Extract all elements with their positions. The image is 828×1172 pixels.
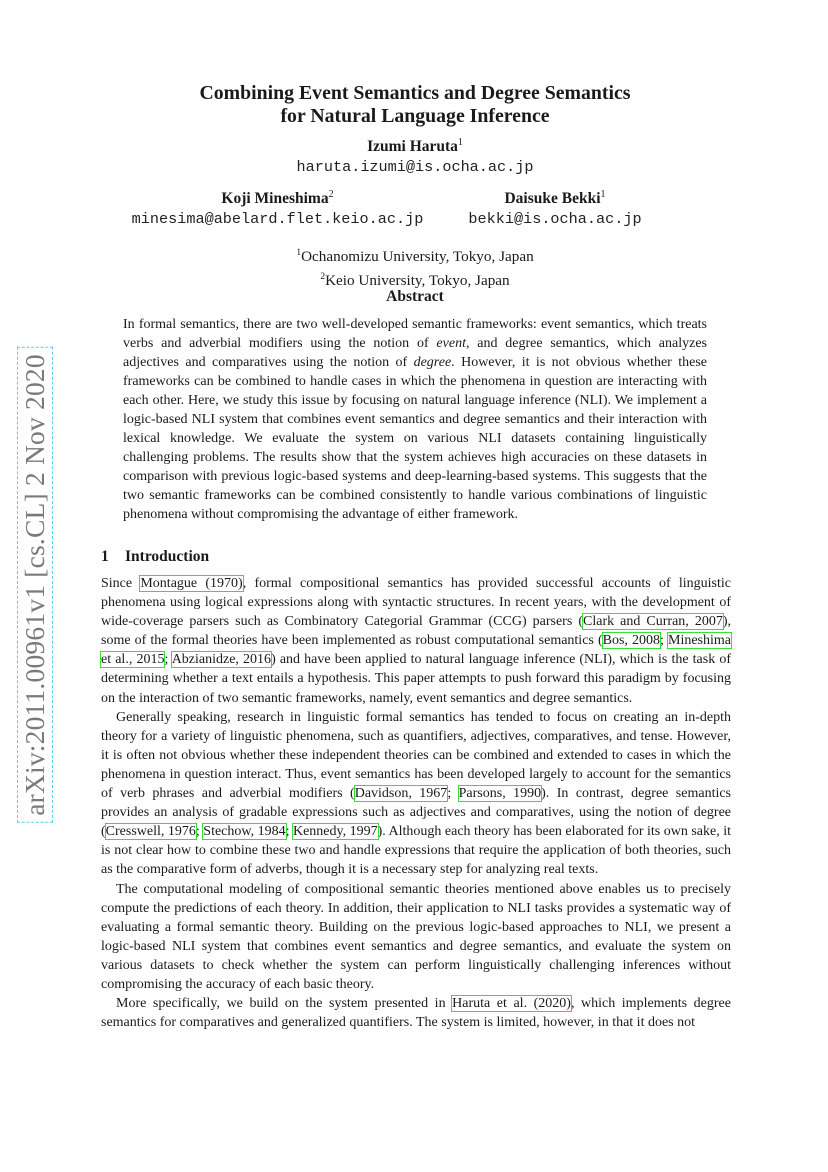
citation-link[interactable]: Parsons, 1990 — [458, 786, 542, 802]
citation-link[interactable]: Bos, 2008 — [602, 633, 661, 649]
citation-link[interactable]: Davidson, 1967 — [354, 786, 448, 802]
abstract-text: In formal semantics, there are two well-developed semantic frameworks: event semantics, which treats verbs and adverbial modifiers using the notion of event, and degree semantics, which analyzes adjectives and comparatives using the notion of degree. However, it is not obvious whether these frameworks can be combined to handle cases in which the phenomena in question are interacting with each other. Here, we study this issue by focusing on natural language inference (NLI). We implement a logic-based NLI system that combines event semantics and degree semantics and their interaction with lexical knowledge. We evaluate the system on various NLI datasets containing linguistically challenging problems. The results show that the system achieves high accuracies on these datasets in comparison with previous logic-based systems and deep-learning-based systems. This suggests that the two semantic frameworks can be combined consistently to handle various combinations of linguistic phenomena without compromising the advantage of either framework. — [123, 317, 707, 522]
abstract-heading: Abstract — [386, 288, 444, 305]
author-name: Izumi Haruta$^1$ — [367, 137, 463, 156]
paragraph: The computational modeling of compositional semantic theories mentioned above enables us to precisely compute the predictions of each theory. In addition, their application to NLI tasks provides a systematic way of evaluating a formal semantic theory. Building on the previous logic-based approaches to NLI, we present a logic-based NLI system that combines event semantics and degree semantics, and evaluate the system on various datasets to check whether the system can perform linguistically challenging inferences without compromising the accuracy of each basic theory. — [101, 881, 731, 992]
citation-link[interactable]: Montague (1970) — [140, 576, 243, 591]
citation-link[interactable]: Abzianidze, 2016 — [171, 652, 272, 668]
author-email[interactable]: minesima@abelard.flet.keio.ac.jp — [131, 210, 424, 229]
author-block-2 — [110, 189, 445, 228]
paragraph: More specifically, we build on the system presented in Haruta et al. (2020), which implements degree semantics for comparatives and generalized quantifiers. The system is limited, however, in that it does not — [101, 996, 731, 1031]
author-block-1 — [120, 137, 710, 176]
arxiv-identifier-stamp — [12, 340, 58, 830]
section-heading: 1 Introduction — [101, 548, 210, 565]
affiliation-1: $^1$Ochanomizu University, Tokyo, Japan — [296, 248, 534, 266]
title-line-1: Combining Event Semantics and Degree Semantics — [199, 82, 631, 104]
body-text — [101, 574, 731, 1032]
paper-title — [120, 82, 710, 128]
citation-link[interactable]: Kennedy, 1997 — [292, 824, 378, 840]
citation-link[interactable]: Mineshima et al., 2015 — [101, 633, 731, 668]
author-email[interactable]: haruta.izumi@is.ocha.ac.jp — [296, 158, 534, 177]
citation-link[interactable]: Stechow, 1984 — [203, 824, 286, 840]
author-block-3 — [452, 189, 658, 228]
affiliation-2: $^2$Keio University, Tokyo, Japan — [320, 272, 510, 290]
author-name: Daisuke Bekki$^1$ — [504, 189, 606, 208]
author-name: Koji Mineshima$^2$ — [221, 189, 334, 208]
citation-link[interactable]: Cresswell, 1976 — [105, 824, 196, 840]
paragraph: Generally speaking, research in linguistic formal semantics has tended to focus on creating an in-depth theory for a variety of linguistic phenomena, such as quantifiers, adjectives, comparatives, and tense. However, it is often not obvious whether these independent theories can be combined and extended to cases in which the phenomena in question interact. Thus, event semantics has been developed largely to account for the semantics of verb phrases and adverbial modifiers (Davidson, 1967; Parsons, 1990). In contrast, degree semantics provides an analysis of gradable expressions such as adjectives and comparatives, using the notion of degree (Cresswell, 1976; Stechow, 1984; Kennedy, 1997). Although each theory has been elaborated for its own sake, it is not clear how to combine these two and handle expressions that require the application of both theories, such as the comparative form of adverbs, though it is a necessary step for analyzing real texts. — [101, 709, 732, 878]
citation-link[interactable]: Haruta et al. (2020) — [452, 996, 571, 1012]
arxiv-identifier[interactable]: arXiv:2011.00961v1 [cs.CL] 2 Nov 2020 — [17, 347, 53, 823]
title-line-2: for Natural Language Inference — [280, 105, 550, 127]
citation-link[interactable]: Clark and Curran, 2007 — [583, 614, 723, 630]
affiliations — [120, 243, 710, 291]
paragraph: Since Montague (1970), formal compositional semantics has provided successful accounts of linguistic phenomena using logical expressions along with syntactic structures. In recent years, with the development of wide-coverage parsers such as Combinatory Categorial Grammar (CCG) parsers (Clark and Curran, 2007), some of the formal theories have been implemented as robust computational semantics (Bos, 2008; Mineshima et al., 2015; Abzianidze, 2016) and have been applied to natural language inference (NLI), which is the task of determining whether a text entails a hypothesis. This paper attempts to push forward this paradigm by focusing on the interaction of two semantic frameworks, namely, event semantics and degree semantics. — [101, 576, 731, 706]
author-email[interactable]: bekki@is.ocha.ac.jp — [468, 210, 642, 229]
